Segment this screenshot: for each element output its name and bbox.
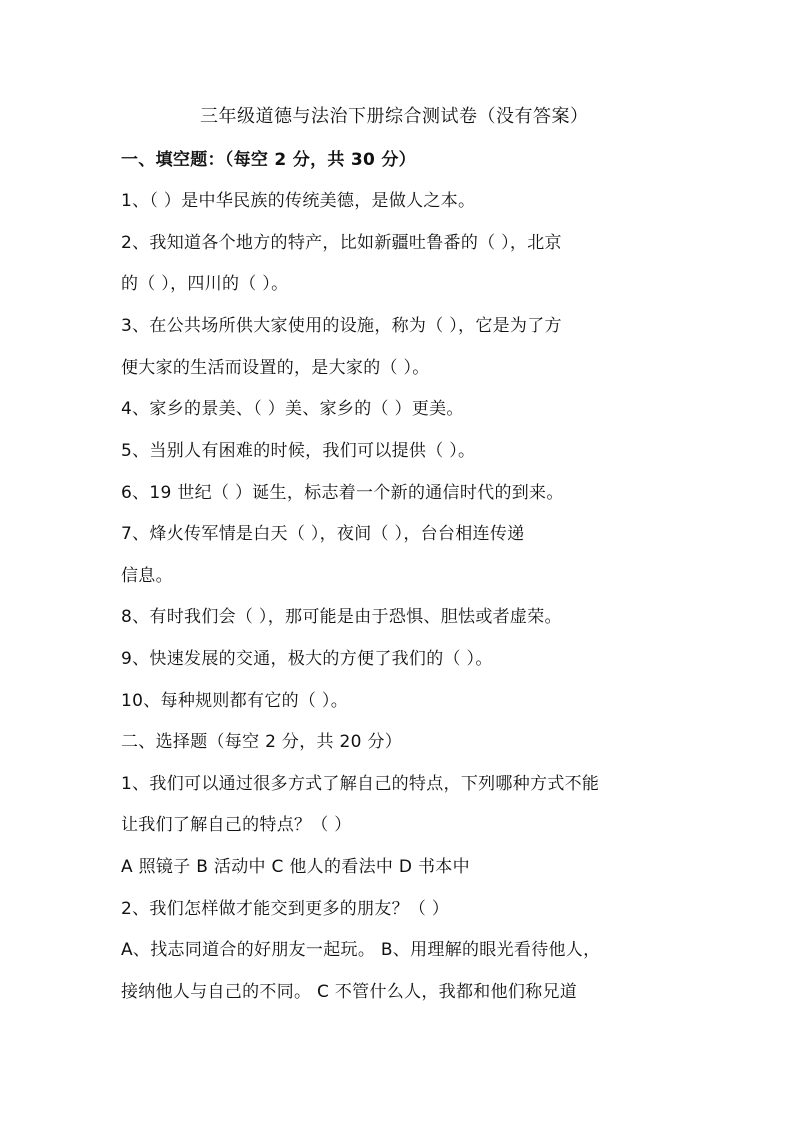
question-line: 8、有时我们会（ ），那可能是由于恐惧、胆怯或者虚荣。 xyxy=(121,607,562,627)
answer-options: 接纳他人与自己的不同。 C 不管什么人，我都和他们称兄道 xyxy=(121,982,578,1002)
answer-options: A、找志同道合的好朋友一起玩。 B、用理解的眼光看待他人， xyxy=(121,940,601,960)
page-title: 三年级道德与法治下册综合测试卷（没有答案） xyxy=(200,106,589,127)
question-line: 让我们了解自己的特点？（ ） xyxy=(121,815,352,835)
question-line: 1、我们可以通过很多方式了解自己的特点，下列哪种方式不能 xyxy=(121,774,600,794)
question-line: 3、在公共场所供大家使用的设施，称为（ ），它是为了方 xyxy=(121,316,562,336)
question-line: 9、快速发展的交通，极大的方便了我们的（ ）。 xyxy=(121,649,493,669)
question-line: 7、烽火传军情是白天（ ），夜间（ ），台台相连传递 xyxy=(121,524,525,544)
section-2-heading: 二、选择题（每空 2 分，共 20 分） xyxy=(121,732,403,752)
question-line: 1、（ ）是中华民族的传统美德，是做人之本。 xyxy=(121,191,476,211)
question-line: 4、家乡的景美、（ ）美、家乡的（ ）更美。 xyxy=(121,399,464,419)
question-line: 6、19 世纪（ ）诞生，标志着一个新的通信时代的到来。 xyxy=(121,483,564,503)
question-line: 2、我们怎样做才能交到更多的朋友？（ ） xyxy=(121,899,450,919)
question-line: 5、当别人有困难的时候，我们可以提供（ ）。 xyxy=(121,441,476,461)
question-line: 2、我知道各个地方的特产，比如新疆吐鲁番的（ ），北京 xyxy=(121,233,562,253)
question-line: 信息。 xyxy=(121,566,173,586)
question-line: 的（ ），四川的（ ）。 xyxy=(121,274,289,294)
question-line: 10、每种规则都有它的（ ）。 xyxy=(121,691,349,711)
section-1-heading: 一、填空题：（每空 2 分，共 30 分） xyxy=(121,150,416,170)
question-line: 便大家的生活而设置的，是大家的（ ）。 xyxy=(121,358,430,378)
answer-options: A 照镜子 B 活动中 C 他人的看法中 D 书本中 xyxy=(121,857,470,877)
